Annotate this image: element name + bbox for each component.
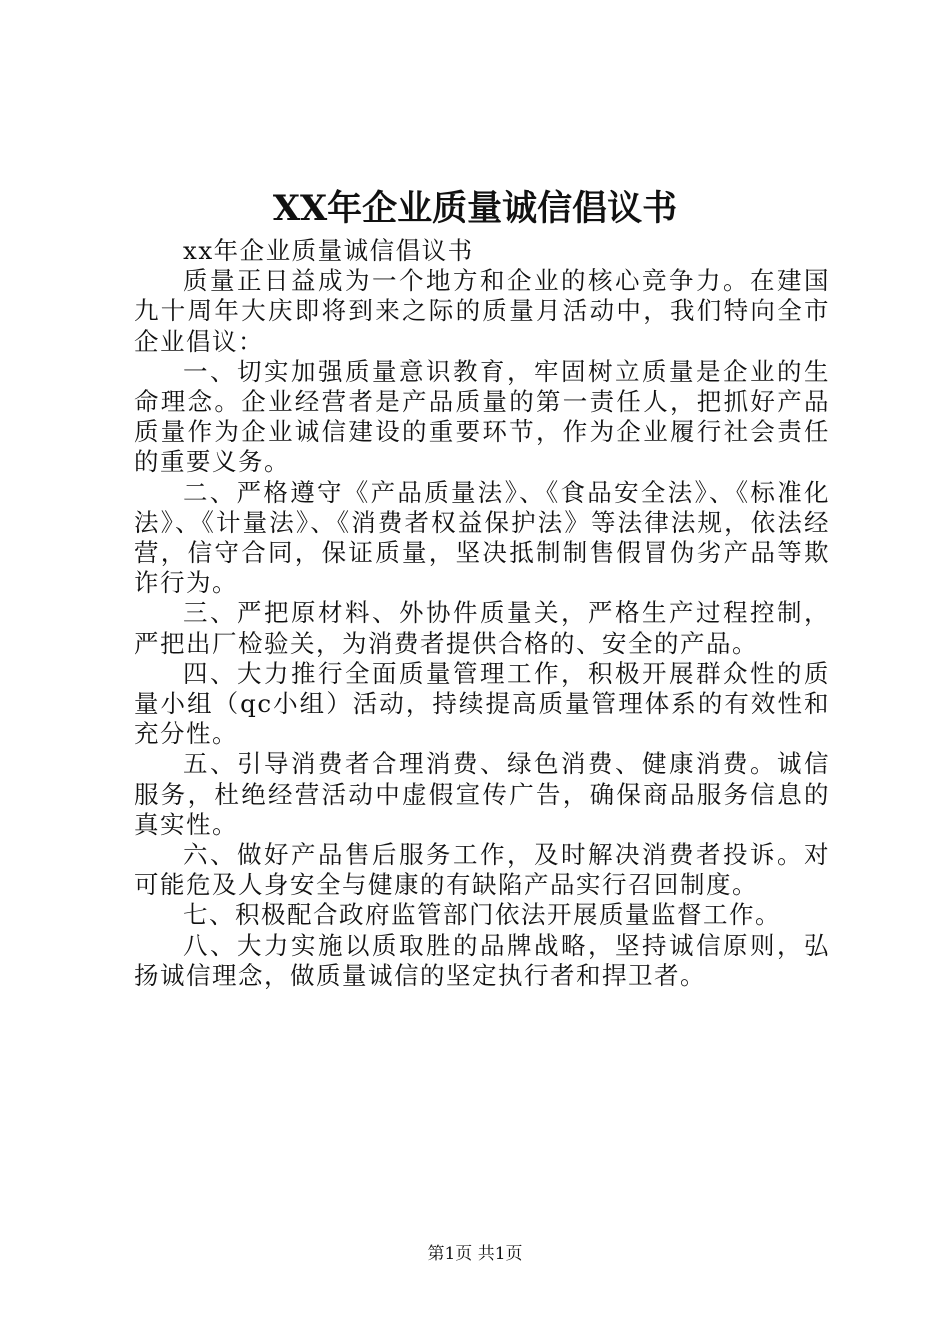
item-3-paragraph: 三、严把原材料、外协件质量关，严格生产过程控制，严把出厂检验关，为消费者提供合格的、安全的产品。 bbox=[134, 598, 830, 658]
item-2-paragraph: 二、严格遵守《产品质量法》、《食品安全法》、《标准化法》、《计量法》、《消费者权益保护法》等法律法规，依法经营，信守合同，保证质量，坚决抵制制售假冒伪劣产品等欺诈行为。 bbox=[134, 477, 830, 598]
page-footer: 第1页 共1页 bbox=[427, 1244, 523, 1264]
item-5-paragraph: 五、引导消费者合理消费、绿色消费、健康消费。诚信服务，杜绝经营活动中虚假宣传广告，确保商品服务信息的真实性。 bbox=[134, 749, 830, 839]
item-1-paragraph: 一、切实加强质量意识教育，牢固树立质量是企业的生命理念。企业经营者是产品质量的第一责任人，把抓好产品质量作为企业诚信建设的重要环节，作为企业履行社会责任的重要义务。 bbox=[134, 356, 830, 477]
item-8-paragraph: 八、大力实施以质取胜的品牌战略，坚持诚信原则，弘扬诚信理念，做质量诚信的坚定执行者和捍卫者。 bbox=[134, 930, 830, 990]
document-title: XX年企业质量诚信倡议书 bbox=[272, 188, 678, 229]
intro-paragraph: 质量正日益成为一个地方和企业的核心竞争力。在建国九十周年大庆即将到来之际的质量月活动中，我们特向全市企业倡议： bbox=[134, 266, 830, 356]
item-4-paragraph: 四、大力推行全面质量管理工作，积极开展群众性的质量小组（qc小组）活动，持续提高质量管理体系的有效性和充分性。 bbox=[134, 658, 830, 749]
item-6-paragraph: 六、做好产品售后服务工作，及时解决消费者投诉。对可能危及人身安全与健康的有缺陷产品实行召回制度。 bbox=[134, 840, 830, 900]
subtitle-paragraph: xx年企业质量诚信倡议书 bbox=[183, 236, 474, 265]
item-7-paragraph: 七、积极配合政府监管部门依法开展质量监督工作。 bbox=[183, 900, 781, 930]
document-body bbox=[134, 236, 830, 991]
